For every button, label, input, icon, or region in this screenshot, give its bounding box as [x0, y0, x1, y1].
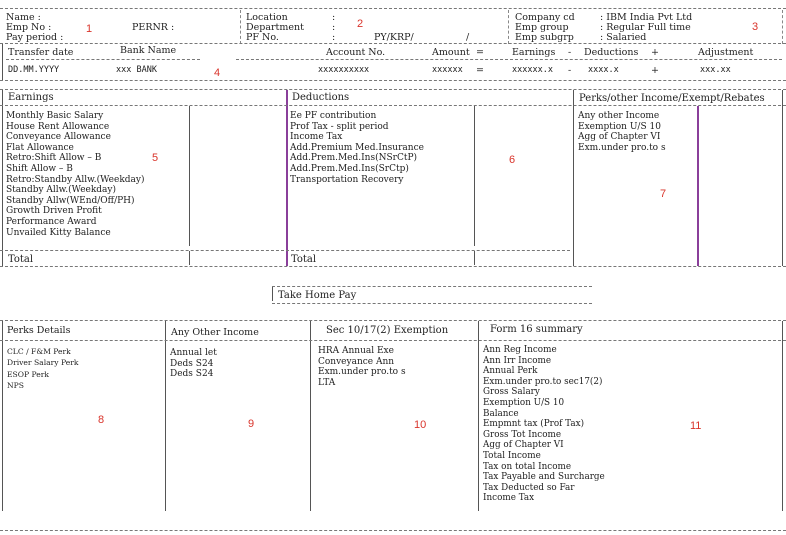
location-colon: :: [332, 12, 336, 23]
deductions-plus: +: [651, 47, 659, 58]
perks-other-item: Exemption U/S 10: [578, 121, 661, 132]
earnings-item: Standby Allw.(Weekday): [6, 185, 117, 196]
bottom-divider-3: [478, 321, 479, 511]
earnings-right-edge: [782, 90, 783, 266]
empsubgrp-value: : Salaried: [600, 32, 647, 43]
any-other-income-title: Any Other Income: [171, 327, 259, 338]
amount-eq: =: [476, 47, 484, 58]
earnings-item: Conveyance Allowance: [6, 132, 111, 143]
form16-item: Exm.under pro.to sec17(2): [483, 376, 603, 387]
marker-9: 9: [248, 418, 255, 430]
amount-label: Amount: [432, 47, 470, 58]
pfno-colon: :: [332, 32, 336, 43]
bottom-right-edge: [782, 321, 783, 511]
earnings-deductions-divider: [286, 90, 288, 266]
bottom-header-underline: [0, 340, 786, 341]
form16-item: Annual Perk: [483, 366, 538, 377]
earnings-item: Flat Allowance: [6, 142, 74, 153]
header-divider-1: [240, 10, 241, 44]
perks-details-item: CLC / F&M Perk: [7, 347, 71, 356]
earnings-item: Retro:Shift Allow – B: [6, 153, 102, 164]
empsubgrp-label: Emp subgrp: [515, 32, 574, 43]
earnings-item: Unvailed Kitty Balance: [6, 227, 111, 238]
deductions-total-label: Total: [291, 254, 317, 265]
total-top-border: [0, 250, 570, 251]
pfno-slash: /: [466, 32, 470, 43]
form16-item: Tax Payable and Surcharge: [483, 472, 605, 483]
perks-amount-divider: [697, 106, 699, 266]
bottom-left-edge: [2, 321, 3, 511]
deductions-value-plus: +: [651, 65, 659, 76]
header-right-edge: [782, 10, 783, 44]
form16-item: Gross Salary: [483, 387, 540, 398]
bottom-top-border: [0, 320, 786, 321]
deductions-list: [290, 111, 424, 185]
deductions-item: Income Tax: [290, 132, 343, 143]
marker-5: 5: [152, 152, 159, 164]
take-home-bottom-border: [272, 303, 592, 304]
account-no-value: xxxxxxxxxx: [318, 65, 370, 75]
earnings-item: Shift Allow – B: [6, 163, 73, 174]
perks-details-list: [7, 346, 79, 392]
earnings-list: [6, 111, 145, 238]
earnings-value: xxxxxx.x: [512, 65, 553, 75]
perks-details-title: Perks Details: [7, 325, 71, 336]
perks-other-item: Exm.under pro.to s: [578, 142, 666, 153]
deductions-item: Ee PF contribution: [290, 111, 377, 121]
marker-1: 1: [86, 23, 93, 35]
sec10-title: Sec 10/17(2) Exemption: [326, 325, 449, 336]
any-other-income-item: Deds S24: [170, 358, 214, 369]
form16-item: Balance: [483, 408, 519, 419]
sec10-item: Conveyance Ann: [318, 356, 395, 367]
form16-item: Empmnt tax (Prof Tax): [483, 419, 584, 430]
empgroup-label: Emp group: [515, 22, 569, 33]
bank-header-underline-1: [6, 59, 200, 60]
deductions-item: Prof Tax - split period: [290, 121, 389, 132]
form16-item: Income Tax: [483, 493, 535, 504]
sec10-list: [318, 346, 406, 388]
amount-value-eq: =: [476, 65, 484, 76]
deductions-item: Add.Prem.Med.Ins(SrCtp): [290, 163, 409, 174]
marker-2: 2: [357, 18, 364, 30]
any-other-income-item: Deds S24: [170, 369, 214, 380]
transfer-date-value: DD.MM.YYYY: [8, 65, 60, 75]
adjustment-col-label: Adjustment: [698, 47, 754, 58]
perks-other-item: Any other Income: [578, 111, 660, 121]
bank-top-border: [0, 43, 786, 44]
form16-list: [483, 345, 605, 504]
payperiod-label: Pay period :: [6, 32, 64, 43]
company-value: : IBM India Pvt Ltd: [600, 12, 693, 23]
bank-header-underline-2: [236, 59, 782, 60]
company-label: Company cd: [515, 12, 575, 23]
earnings-item: Standby Allw(WEnd/Off/PH): [6, 195, 135, 206]
earnings-total-label: Total: [8, 254, 34, 265]
form16-title: Form 16 summary: [490, 324, 583, 335]
earnings-amount-divider: [189, 106, 190, 246]
earnings-item: House Rent Allowance: [6, 121, 110, 132]
earnings-total-divider: [189, 251, 190, 265]
transfer-date-label: Transfer date: [8, 47, 74, 58]
perks-details-item: NPS: [7, 381, 24, 391]
earnings-item: Retro:Standby Allw.(Weekday): [6, 174, 145, 185]
marker-4: 4: [214, 67, 221, 79]
any-other-income-list: [170, 348, 217, 380]
deductions-title: Deductions: [292, 92, 350, 103]
form16-item: Gross Tot Income: [483, 429, 562, 440]
form16-item: Ann Irr Income: [483, 355, 552, 366]
earnings-item: Monthly Basic Salary: [6, 111, 104, 121]
earnings-left-edge: [2, 90, 3, 266]
department-label: Department: [246, 22, 304, 33]
perks-other-item: Agg of Chapter VI: [578, 132, 661, 143]
earnings-value-minus: -: [568, 65, 572, 76]
perks-other-title: Perks/other Income/Exempt/Rebates: [579, 93, 765, 104]
account-no-label: Account No.: [326, 47, 386, 58]
earnings-col-label: Earnings: [512, 47, 556, 58]
sec10-item: LTA: [318, 377, 336, 388]
marker-3: 3: [752, 21, 759, 33]
any-other-income-item: Annual let: [170, 348, 217, 358]
marker-7: 7: [660, 188, 667, 200]
pfno-value: PY/KRP/: [374, 32, 414, 43]
bank-name-value: xxx BANK: [116, 65, 157, 75]
marker-10: 10: [414, 419, 427, 431]
take-home-label: Take Home Pay: [278, 290, 357, 301]
form16-item: Tax on total Income: [483, 461, 572, 472]
deductions-amount-divider: [474, 106, 475, 246]
perks-details-item: Driver Salary Perk: [7, 358, 79, 368]
earnings-item: Growth Driven Profit: [6, 206, 102, 217]
marker-8: 8: [98, 414, 105, 426]
amount-value: xxxxxx: [432, 65, 463, 75]
earnings-bottom-border: [0, 266, 786, 267]
deductions-item: Transportation Recovery: [290, 174, 404, 185]
bottom-divider-2: [310, 321, 311, 511]
bank-left-edge: [2, 44, 3, 80]
sec10-item: HRA Annual Exe: [318, 346, 394, 356]
department-colon: :: [332, 22, 336, 33]
sec10-item: Exm.under pro.to s: [318, 367, 406, 378]
empgroup-value: : Regular Full time: [600, 22, 691, 33]
deductions-item: Add.Premium Med.Insurance: [290, 142, 424, 153]
form16-item: Tax Deducted so Far: [483, 482, 575, 493]
bank-bottom-border: [0, 80, 786, 81]
deductions-col-label: Deductions: [584, 47, 639, 58]
perks-other-list: [578, 111, 666, 153]
perks-details-item: ESOP Perk: [7, 369, 49, 379]
earnings-header-underline: [0, 105, 786, 106]
earnings-minus: -: [568, 47, 572, 58]
bottom-border: [0, 530, 786, 531]
deductions-perks-divider: [573, 90, 574, 266]
form16-item: Exemption U/S 10: [483, 397, 565, 408]
form16-item: Total Income: [483, 450, 541, 461]
adjustment-value: xxx.xx: [700, 65, 731, 75]
empno-label: Emp No :: [6, 22, 52, 33]
header-divider-2: [508, 10, 509, 44]
pernr-label: PERNR :: [132, 22, 175, 33]
marker-6: 6: [509, 154, 516, 166]
deductions-total-divider: [474, 251, 475, 265]
form16-item: Ann Reg Income: [483, 345, 557, 355]
take-home-left-edge: [272, 287, 273, 301]
bank-name-label: Bank Name: [120, 45, 177, 56]
location-label: Location: [246, 12, 288, 23]
deductions-value: xxxx.x: [588, 65, 619, 75]
take-home-top-border: [272, 286, 592, 287]
top-border: [0, 8, 786, 9]
earnings-top-border: [0, 89, 786, 90]
name-label: Name :: [6, 12, 41, 23]
pfno-label: PF No.: [246, 32, 279, 43]
earnings-item: Performance Award: [6, 216, 97, 227]
earnings-title: Earnings: [8, 92, 54, 103]
deductions-item: Add.Prem.Med.Ins(NSrCtP): [290, 153, 418, 164]
form16-item: Agg of Chapter VI: [483, 440, 564, 451]
marker-11: 11: [690, 420, 702, 432]
bottom-divider-1: [165, 321, 166, 511]
